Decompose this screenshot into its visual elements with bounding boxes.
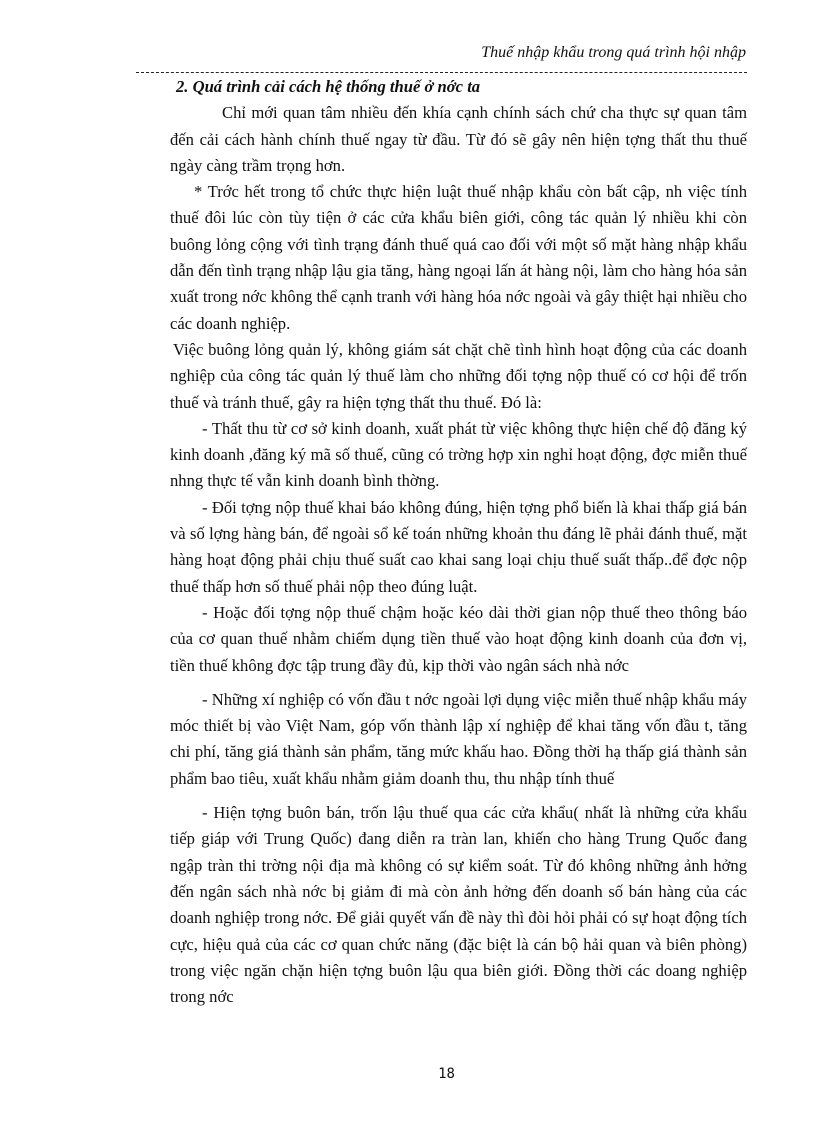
paragraph-dash-1: - Thất thu từ cơ sở kinh doanh, xuất phát từ việc không thực hiện chế độ đăng ký kinh doanh ,đăng ký mã số thuế, cũng có trờng hợp xin nghỉ hoạt động, đợc miễn thuế nhng thực tế vẫn kinh doanh bình thờng. xyxy=(170,418,747,491)
running-header: Thuế nhập khẩu trong quá trình hội nhập xyxy=(481,44,746,61)
section-title: 2. Quá trình cải cách hệ thống thuế ở nớc ta xyxy=(176,77,481,96)
paragraph-intro: Chỉ mới quan tâm nhiều đến khía cạnh chính sách chứ cha thực sự quan tâm đến cải cách hành chính thuế ngay từ đầu. Từ đó sẽ gây nên hiện tợng thất thu thuế ngày càng trầm trọng hơn. xyxy=(170,103,747,175)
paragraph-dash-2: - Đối tợng nộp thuế khai báo không đúng, hiện tợng phổ biến là khai thấp giá bán và số lợng hàng bán, để ngoài sổ kế toán những khoản thu đáng lẽ phải đánh thuế, mặt hàng hoạt động phải chịu thuế suất cao khai sang loại chịu thuế suất thấp..để đợc nộp thuế thấp hơn số thuế phải nộp theo đúng luật. xyxy=(170,497,747,596)
body-text xyxy=(170,74,747,1010)
paragraph-bullet: * Trớc hết trong tổ chức thực hiện luật thuế nhập khẩu còn bất cập, nh việc tính thuế đôi lúc còn tùy tiện ở các cửa khẩu biên giới, công tác quản lý nhiều khi còn buông lỏng cộng với tình trạng đánh thuế quá cao đối với một số mặt hàng nhập khẩu dẫn đến tình trạng nhập lậu gia tăng, hàng ngoại lấn át hàng nội, làm cho hàng hóa sản xuất trong nớc không thể cạnh tranh với hàng hóa nớc ngoài và gây thiệt hại nhiều cho các doanh nghiệp. xyxy=(170,182,747,333)
paragraph-dash-3: - Hoặc đối tợng nộp thuế chậm hoặc kéo dài thời gian nộp thuế theo thông báo của cơ quan thuế nhằm chiếm dụng tiền thuế vào hoạt động kinh doanh của đơn vị, tiền thuế không đợc tập trung đầy đủ, kịp thời vào ngân sách nhà nớc xyxy=(170,602,747,675)
header-rule xyxy=(136,72,747,73)
paragraph-gap xyxy=(170,679,747,687)
paragraph-dash-5: - Hiện tợng buôn bán, trốn lậu thuế qua các cửa khẩu( nhất là những cửa khẩu tiếp giáp với Trung Quốc) đang diễn ra tràn lan, khiến cho hàng Trung Quốc đang ngập tràn thi trờng nội địa mà không có sự kiểm soát. Từ đó không những ảnh hởng đến ngân sách nhà nớc bị giảm đi mà còn ảnh hởng đến doanh số bán hàng của các doanh nghiệp trong nớc. Để giải quyết vấn đề này thì đòi hỏi phải có sự hoạt động tích cực, hiệu quả của các cơ quan chức năng (đặc biệt là cán bộ hải quan và biên phòng) trong việc ngăn chặn hiện tợng buôn lậu qua biên giới. Đồng thời các doang nghiệp trong nớc xyxy=(170,803,747,1007)
paragraph-dash-4: - Những xí nghiệp có vốn đầu t nớc ngoài lợi dụng việc miễn thuế nhập khẩu máy móc thiết bị vào Việt Nam, góp vốn thành lập xí nghiệp để khai tăng vốn đầu t, tăng chi phí, tăng giá thành sản phẩm, tăng mức khấu hao. Đồng thời hạ thấp giá thành sản phẩm bao tiêu, xuất khẩu nhằm giảm doanh thu, thu nhập tính thuế xyxy=(170,689,747,788)
paragraph-management: Việc buông lỏng quản lý, không giám sát chặt chẽ tình hình hoạt động của các doanh nghiệp của công tác quản lý thuế làm cho những đối tợng nộp thuế có cơ hội để trốn thuế và tránh thuế, gây ra hiện tợng thất thu thuế. Đó là: xyxy=(170,339,747,412)
paragraph-gap xyxy=(170,792,747,800)
page-number: 18 xyxy=(438,1066,455,1082)
